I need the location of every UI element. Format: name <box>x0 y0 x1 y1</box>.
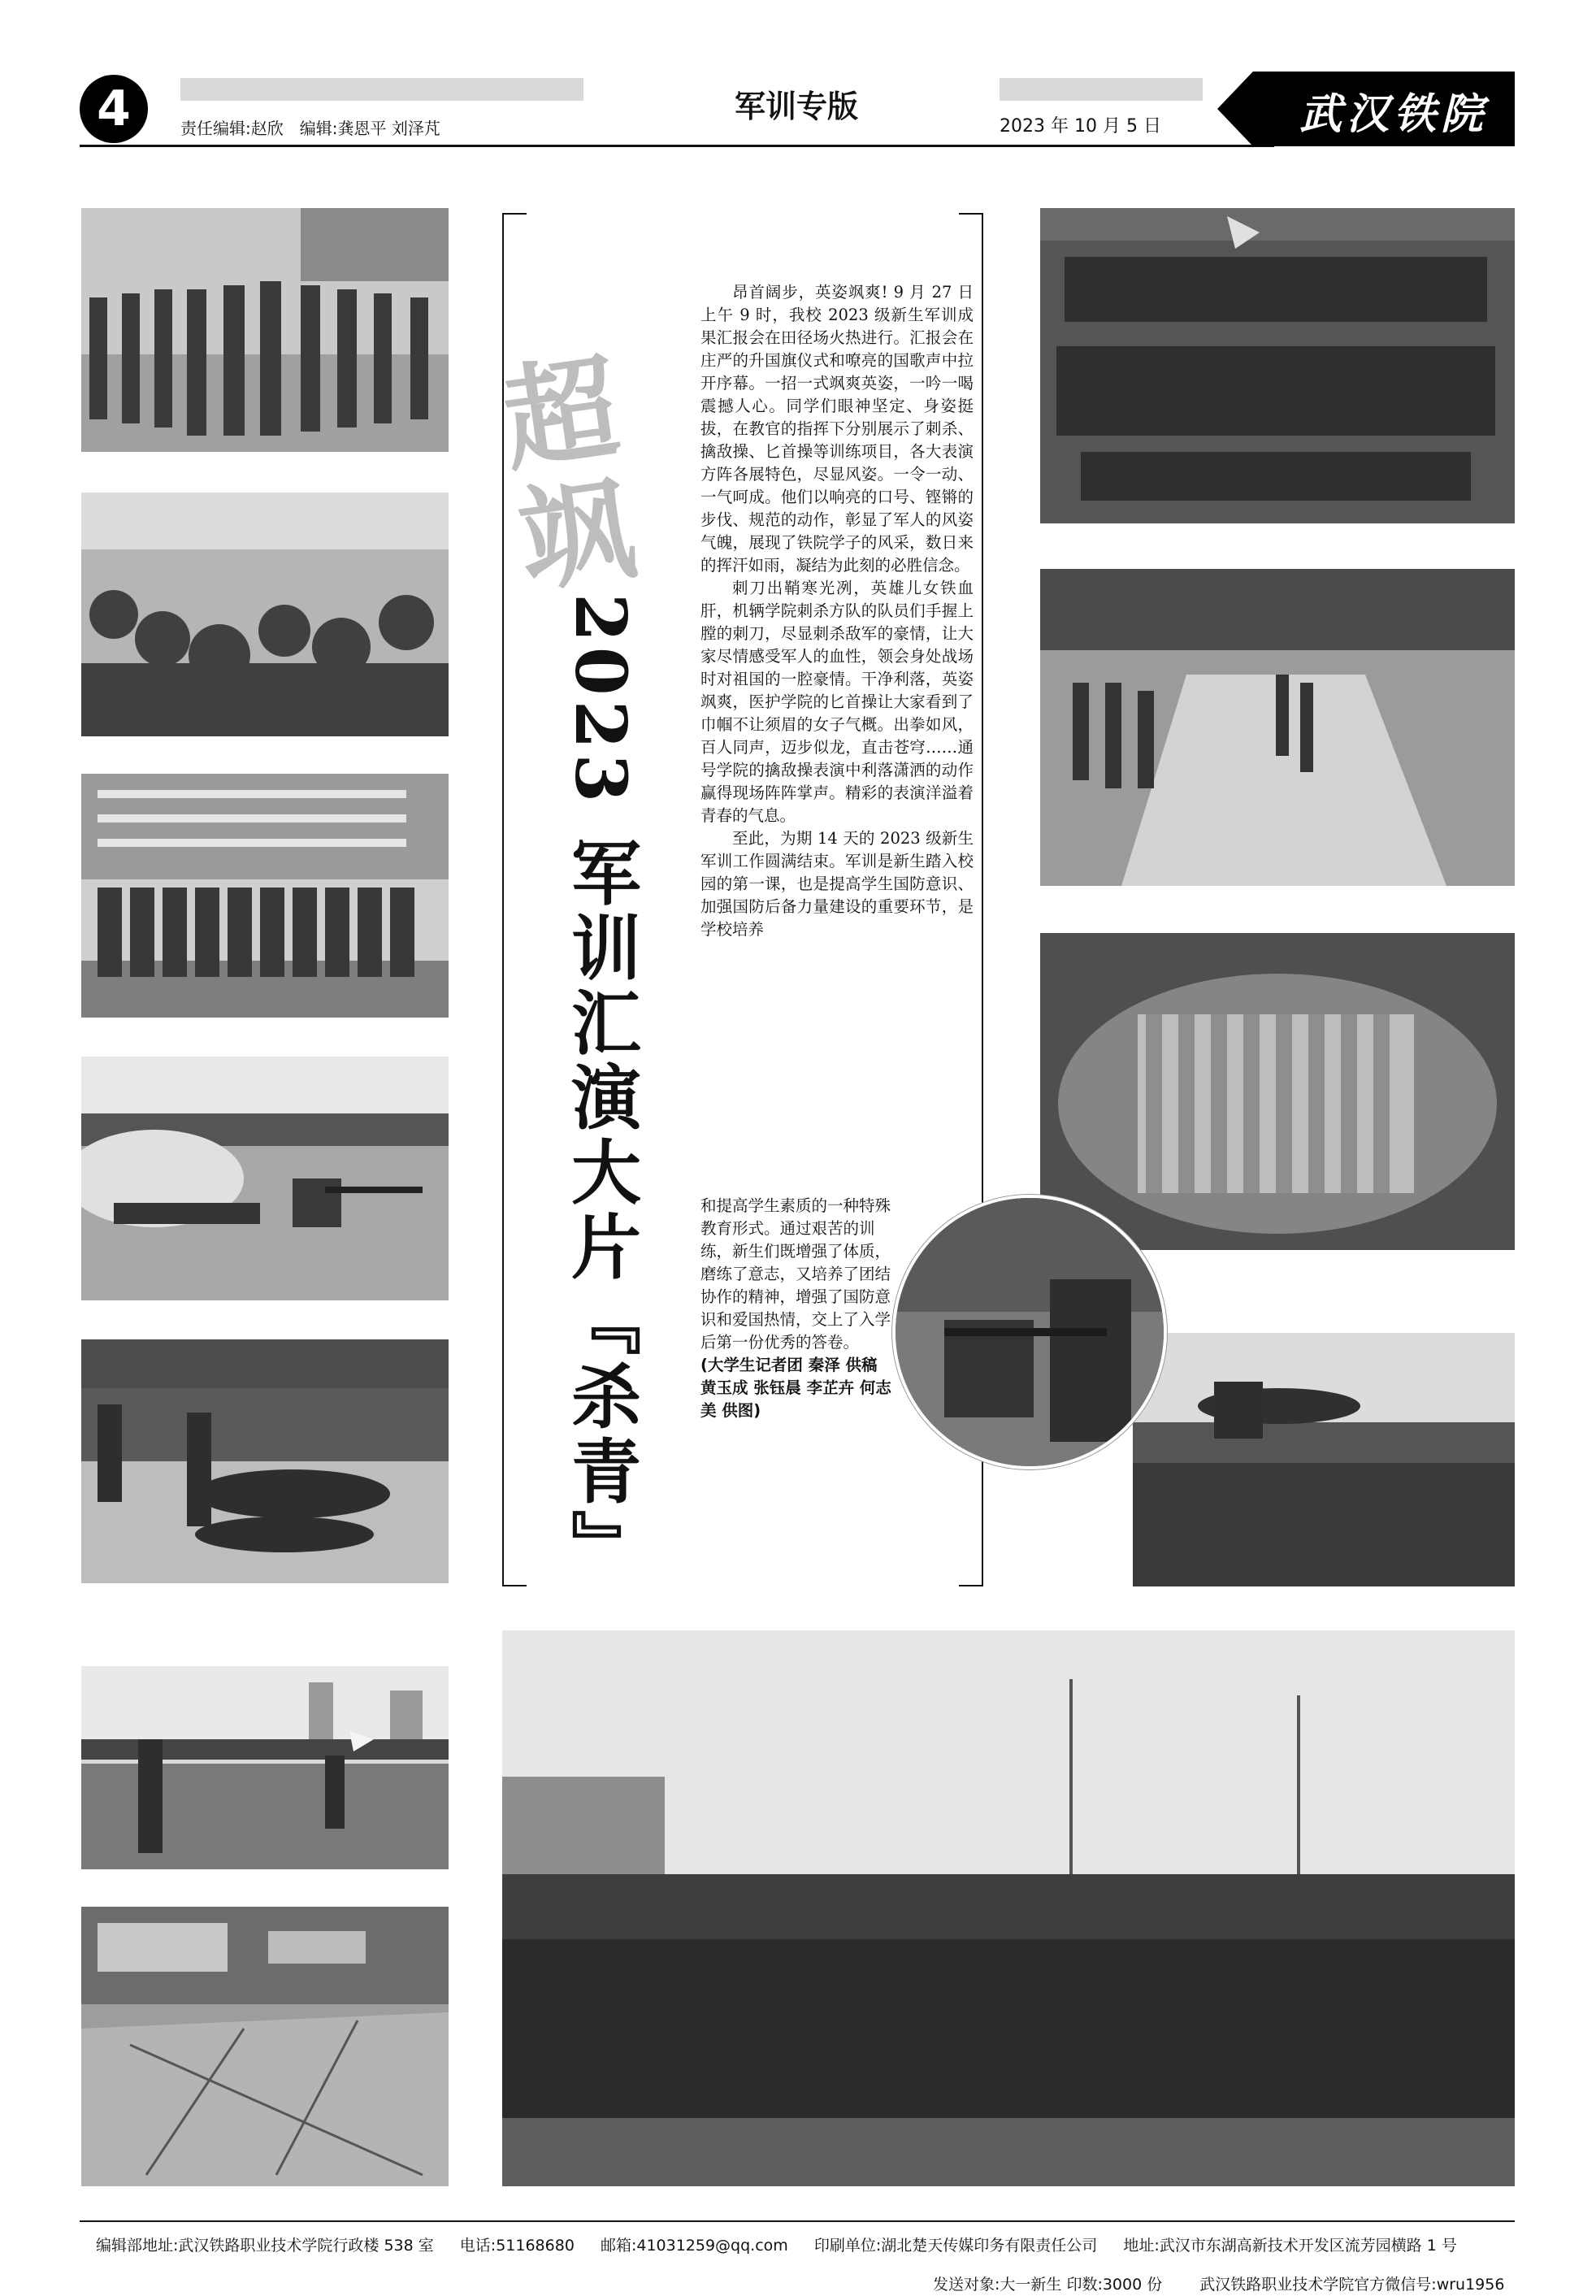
article-body <box>700 281 974 941</box>
footer-rule <box>80 2220 1515 2222</box>
article-paragraph: 刺刀出鞘寒光冽，英雄儿女铁血肝，机辆学院刺杀方队的队员们手握上膛的刺刀，尽显刺杀敌军的豪情，让大家尽情感受军人的血性，领会身处战场时对祖国的一腔豪情。干净利落，英姿飒爽，医护学院的匕首操让大家看到了巾帼不让须眉的女子气概。出拳如风，百人同声，迈步似龙，直击苍穹……通号学院的擒敌操表演中利落潇洒的动作赢得现场阵阵掌声。精彩的表演洋溢着青春的气息。 <box>700 579 974 825</box>
footer-phone: 电话:51168680 <box>459 2237 575 2255</box>
footer-email: 邮箱:41031259@qq.com <box>600 2237 788 2255</box>
article-paragraph: 至此，为期 14 天的 2023 级新生军训工作圆满结束。军训是新生踏入校园的第一课，也是提高学生国防意识、加强国防后备力量建设的重要环节，是学校培养 <box>700 829 974 939</box>
aerial-campus-photo <box>81 1907 449 2186</box>
article-tail-text: 和提高学生素质的一种特殊教育形式。通过艰苦的训练，新生们既增强了体质，磨练了意志，又培养了团结协作的精神，增强了国防意识和爱国热情，交上了入学后第一份优秀的答卷。 <box>700 1196 891 1352</box>
header-grey-bar-right <box>1000 78 1203 101</box>
feature-headline: 2023 军训汇演大片『杀青』 <box>559 593 641 1585</box>
article-tail <box>700 1195 892 1422</box>
footer-distribution-line <box>933 2272 1518 2294</box>
masthead-logo: 武汉铁院 <box>1299 89 1488 139</box>
issue-date: 2023 年 10 月 5 日 <box>1000 116 1161 137</box>
footer-printer-address: 地址:武汉市东湖高新技术开发区流芳园横路 1 号 <box>1123 2237 1457 2255</box>
article-credit: (大学生记者团 秦泽 供稿 黄玉成 张钰晨 李芷卉 何志美 供图) <box>700 1356 891 1420</box>
header-grey-bar-left <box>180 78 583 101</box>
marching-students-photo <box>81 208 449 452</box>
flag-march-photo <box>81 1666 449 1869</box>
feature-kicker: 超飒 <box>495 341 644 610</box>
aiming-rifle-photo <box>892 1195 1167 1469</box>
pushups-photo <box>81 1339 449 1583</box>
parade-photo <box>1040 208 1515 523</box>
footer-wechat: 武汉铁路职业技术学院官方微信号:wru1956 <box>1199 2276 1505 2294</box>
header-rule <box>80 145 1274 147</box>
title-frame-top-left <box>502 213 527 215</box>
title-frame-bottom-left <box>502 1585 527 1586</box>
title-frame-top-right <box>959 213 983 215</box>
formation-photo <box>81 774 449 1018</box>
editor-credits: 责任编辑:赵欣 编辑:龚恩平 刘泽芃 <box>180 119 440 138</box>
drill-photo <box>1040 569 1515 886</box>
page-number: 4 <box>80 75 148 143</box>
prone-rifle-smoke-photo <box>81 1057 449 1300</box>
stadium-aerial-photo <box>1040 933 1515 1250</box>
footer-distribution: 发送对象:大一新生 印数:3000 份 <box>933 2276 1163 2294</box>
footer-contact-line <box>96 2233 1526 2255</box>
toss-photo <box>1133 1333 1515 1586</box>
group-photo <box>502 1630 1515 2186</box>
crowd-photo <box>81 493 449 736</box>
title-frame-bottom-right <box>959 1585 983 1586</box>
footer-address: 编辑部地址:武汉铁路职业技术学院行政楼 538 室 <box>96 2237 434 2255</box>
footer-printer: 印刷单位:湖北楚天传媒印务有限责任公司 <box>813 2237 1098 2255</box>
section-title: 军训专版 <box>734 89 858 124</box>
article-paragraph: 昂首阔步，英姿飒爽! 9 月 27 日上午 9 时，我校 2023 级新生军训成果汇报会在田径场火热进行。汇报会在庄严的升国旗仪式和嘹亮的国歌声中拉开序幕。一招一式飒爽英姿，一吟一喝震撼人心。同学们眼神坚定、身姿挺拔，在教官的指挥下分别展示了刺杀、擒敌操、匕首操等训练项目，各大表演方阵各展特色，尽显风姿。一令一动、一气呵成。他们以响亮的口号、铿锵的步伐、规范的动作，彰显了军人的风姿气魄，展现了铁院学子的风采，数日来的挥汗如雨，凝结为此刻的必胜信念。 <box>700 283 974 575</box>
